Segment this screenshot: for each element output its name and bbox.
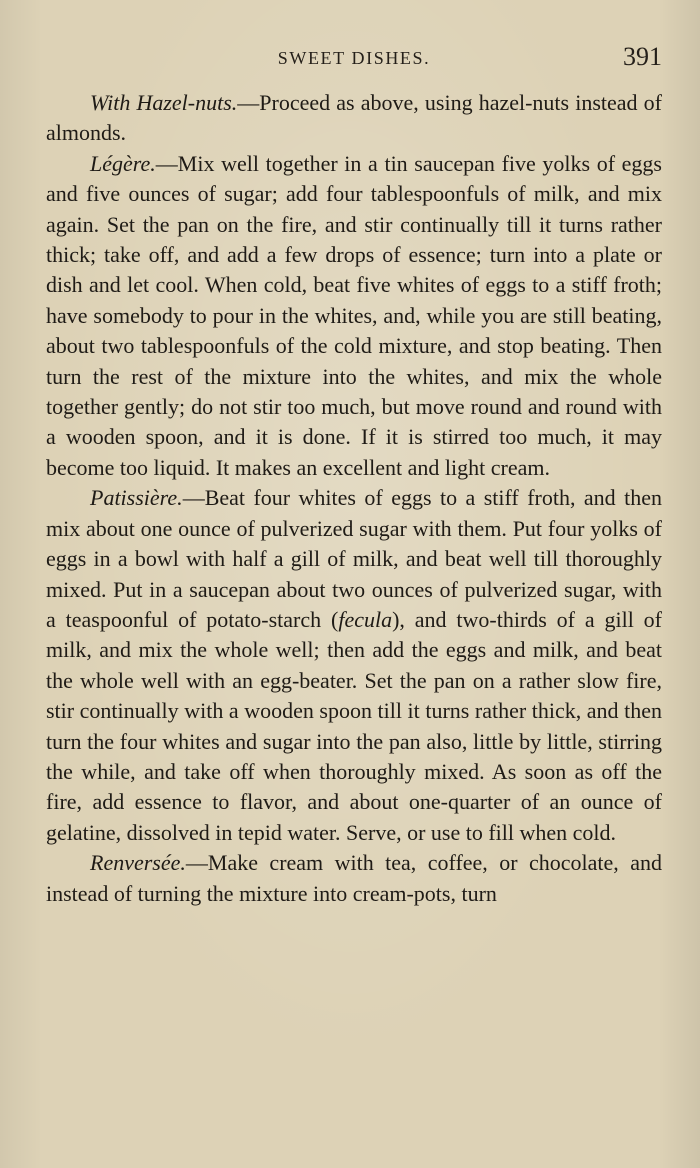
paragraph-legere (46, 149, 662, 483)
page-number: 391 (623, 42, 662, 71)
paragraph-title: With Hazel-nuts. (90, 90, 238, 115)
paragraph-renversee (46, 848, 662, 909)
page-header (46, 44, 662, 76)
paragraph-title: Renversée. (90, 850, 186, 876)
paragraph-title: Légère. (90, 150, 156, 176)
paragraph-text: ), and two-thirds of a gill of milk, and mix the whole well; then add the eggs and milk, and beat the whole well with an egg-beater. Set the pan on a rather slow fire, stir continually with a wooden spoon till it turns rather thick, and then turn the four whites and sugar into the pan also, little by little, stirring the while, and take off when thoroughly mixed. As soon as off the fire, add essence to flavor, and about one-quarter of an ounce of gelatine, dissolved in tepid water. Serve, or use to fill when cold. (46, 606, 662, 845)
paragraph-text: —Proceed as above, using hazel-nuts instead of almonds. (46, 90, 662, 146)
paragraph-italic-term: fecula (338, 606, 393, 632)
paragraph-text: —Mix well together in a tin saucepan five yolks of eggs and five ounces of sugar; add four tablespoonfuls of milk, and mix again. Set the pan on the fire, and stir continually till it turns rather thick; take off, and add a few drops of essence; turn into a plate or dish and let cool. When cold, beat five whites of eggs to a stiff froth; have somebody to pour in the whites, and, while you are still beating, about two tablespoonfuls of the cold mixture, and stop beating. Then turn the rest of the mixture into the whites, and mix the whole together gently; do not stir too much, but move round and round with a wooden spoon, and it is done. If it is stirred too much, it may become too liquid. It makes an excellent and light cream. (46, 150, 662, 480)
paragraph-text: —Beat four whites of eggs to a stiff froth, and then mix about one ounce of pulverized sugar with them. Put four yolks of eggs in a bowl with half a gill of milk, and beat well till thoroughly mixed. Put in a saucepan about two ounces of pulverized sugar, with a teaspoonful of potato-starch ( (46, 485, 662, 632)
page-body (46, 88, 662, 909)
paragraph-text: —Make cream with tea, coffee, or chocolate, and instead of turning the mixture into cream-pots, turn (46, 850, 662, 906)
paragraph-patissiere (46, 483, 662, 848)
running-head: SWEET DISHES. (277, 48, 431, 68)
paragraph-title: Patissière. (90, 485, 183, 511)
paragraph-hazel-nuts (46, 88, 662, 149)
